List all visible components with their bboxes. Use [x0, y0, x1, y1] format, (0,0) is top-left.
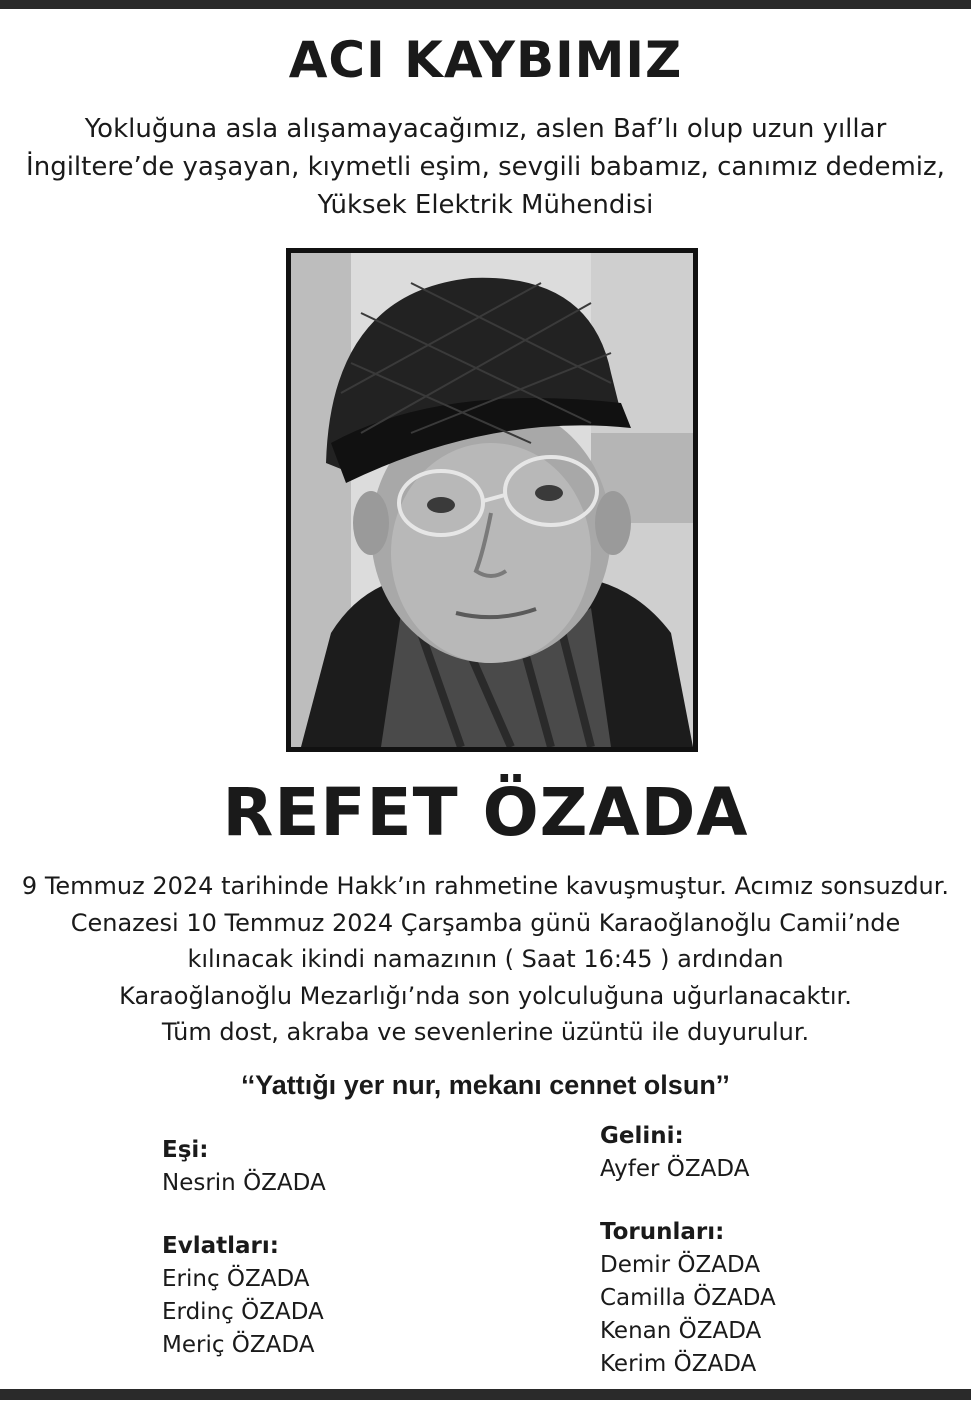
family-right-column [600, 1120, 776, 1411]
spouse-label: Eşi: [162, 1137, 209, 1163]
grandchild-name: Kenan ÖZADA [600, 1318, 762, 1344]
headline: ACI KAYBIMIZ [288, 31, 683, 89]
intro-line: Yüksek Elektrik Mühendisi [317, 190, 654, 220]
deceased-name: REFET ÖZADA [222, 774, 749, 851]
announcement-line: Karaoğlanoğlu Mezarlığı’nda son yolculuğuna uğurlanacaktır. [119, 981, 852, 1010]
intro-line: Yokluğuna asla alışamayacağımız, aslen Baf’lı olup uzun yıllar [84, 114, 887, 144]
grandchildren-group [600, 1216, 776, 1381]
child-name: Erdinç ÖZADA [162, 1299, 324, 1325]
announcement-line: Cenazesi 10 Temmuz 2024 Çarşamba günü Karaoğlanoğlu Camii’nde [70, 908, 901, 937]
intro-line: İngiltere’de yaşayan, kıymetli eşim, sevgili babamız, canımız dedemiz, [26, 152, 945, 182]
top-border-rule [0, 0, 971, 9]
child-name: Erinç ÖZADA [162, 1266, 310, 1292]
portrait-photo [286, 248, 698, 752]
child-name: Meriç ÖZADA [162, 1332, 315, 1358]
announcement-line: Tüm dost, akraba ve sevenlerine üzüntü ile duyurulur. [161, 1018, 810, 1046]
daughter-in-law-label: Gelini: [600, 1123, 684, 1149]
grandchild-name: Demir ÖZADA [600, 1252, 761, 1278]
daughter-in-law-group [600, 1120, 776, 1186]
grandchildren-label: Torunları: [600, 1219, 725, 1245]
children-group [162, 1230, 326, 1362]
spouse-name: Nesrin ÖZADA [162, 1170, 326, 1196]
bottom-border-rule [0, 1389, 971, 1400]
announcement-line: 9 Temmuz 2024 tarihinde Hakk’ın rahmetine kavuşmuştur. Acımız sonsuzdur. [21, 872, 950, 900]
portrait-illustration [291, 253, 693, 747]
spouse-group [162, 1134, 326, 1200]
children-label: Evlatları: [162, 1233, 279, 1259]
grandchild-name: Kerim ÖZADA [600, 1351, 757, 1377]
announcement-text [0, 868, 971, 1051]
prayer-quote: ‘‘Yattığı yer nur, mekanı cennet olsun’’ [241, 1070, 730, 1100]
daughter-in-law-name: Ayfer ÖZADA [600, 1156, 750, 1182]
announcement-line: kılınacak ikindi namazının ( Saat 16:45 ) ardından [187, 945, 784, 973]
grandchild-name: Camilla ÖZADA [600, 1285, 776, 1311]
intro-text [0, 110, 971, 224]
family-left-column [162, 1134, 326, 1392]
